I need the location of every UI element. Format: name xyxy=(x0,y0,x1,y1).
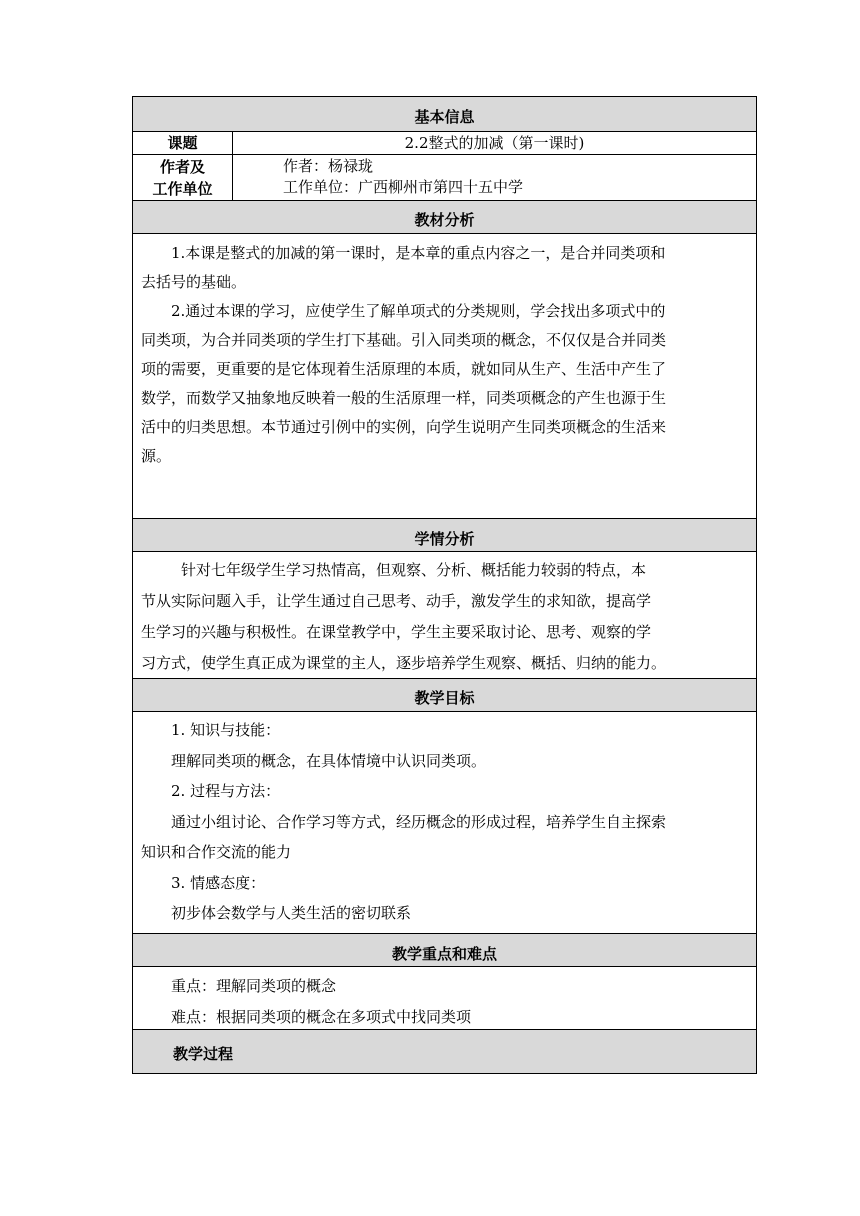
topic-row xyxy=(133,131,756,154)
author-unit: 工作单位：广西柳州市第四十五中学 xyxy=(283,178,524,196)
key-difficulty: 难点：根据同类项的概念在多项式中找同类项 xyxy=(171,1008,472,1026)
students-line2: 节从实际问题入手，让学生通过自己思考、动手，激发学生的求知欲，提高学 xyxy=(141,592,652,610)
goal2-title: 2. 过程与方法： xyxy=(171,782,281,800)
textbook-p2-line1: 2.通过本课的学习，应使学生了解单项式的分类规则，学会找出多项式中的 xyxy=(171,302,666,320)
section-title: 教学目标 xyxy=(414,689,475,707)
section-title: 教材分析 xyxy=(414,211,475,229)
textbook-analysis-body xyxy=(133,233,756,518)
section-title: 学情分析 xyxy=(414,530,475,548)
goal2-text-line1: 通过小组讨论、合作学习等方式，经历概念的形成过程，培养学生自主探索 xyxy=(171,812,667,831)
author-name: 作者：杨禄珑 xyxy=(283,157,374,175)
key-points-body xyxy=(133,966,756,1029)
section-header-basic-info xyxy=(133,97,756,131)
student-analysis-body xyxy=(133,551,756,678)
goal2-text-line2: 知识和合作交流的能力 xyxy=(141,843,292,861)
author-label-line2: 工作单位 xyxy=(152,180,213,198)
section-header-process xyxy=(133,1029,756,1073)
section-header-goals xyxy=(133,678,756,711)
section-title: 基本信息 xyxy=(414,108,475,126)
textbook-p2-line2: 同类项，为合并同类项的学生打下基础。引入同类项的概念，不仅仅是合并同类 xyxy=(141,331,667,349)
author-row xyxy=(133,154,756,200)
section-title: 教学过程 xyxy=(173,1045,234,1063)
goal3-text: 初步体会数学与人类生活的密切联系 xyxy=(171,904,412,922)
goal1-text: 理解同类项的概念，在具体情境中认识同类项。 xyxy=(171,751,487,770)
author-label-line1: 作者及 xyxy=(159,158,205,176)
students-line4: 习方式，使学生真正成为课堂的主人，逐步培养学生观察、概括、归纳的能力。 xyxy=(141,654,667,672)
section-title: 教学重点和难点 xyxy=(391,945,497,963)
author-value xyxy=(233,155,756,200)
textbook-p1-line1: 1.本课是整式的加减的第一课时，是本章的重点内容之一，是合并同类项和 xyxy=(171,244,666,262)
section-header-student-analysis xyxy=(133,518,756,551)
textbook-p1-line2: 去括号的基础。 xyxy=(141,273,247,291)
lesson-plan-table xyxy=(132,96,757,1074)
textbook-p2-line6: 源。 xyxy=(141,447,172,465)
author-label xyxy=(133,155,233,200)
goal1-title: 1. 知识与技能： xyxy=(171,721,281,739)
textbook-p2-line3: 项的需要，更重要的是它体现着生活原理的本质，就如同从生产、生活中产生了 xyxy=(141,360,667,378)
section-header-textbook-analysis xyxy=(133,200,756,233)
goals-body xyxy=(133,711,756,933)
students-line3: 生学习的兴趣与积极性。在课堂教学中，学生主要采取讨论、思考、观察的学 xyxy=(141,623,652,641)
goal3-title: 3. 情感态度： xyxy=(171,873,266,892)
topic-value: 2.2整式的加减（第一课时) xyxy=(404,134,585,152)
textbook-p2-line4: 数学，而数学又抽象地反映着一般的生活原理一样，同类项概念的产生也源于生 xyxy=(141,389,667,407)
section-header-key-points xyxy=(133,933,756,966)
textbook-p2-line5: 活中的归类思想。本节通过引例中的实例，向学生说明产生同类项概念的生活来 xyxy=(141,418,667,436)
students-line1: 针对七年级学生学习热情高，但观察、分析、概括能力较弱的特点，本 xyxy=(181,561,647,579)
key-focus: 重点：理解同类项的概念 xyxy=(171,977,337,995)
topic-label: 课题 xyxy=(133,132,233,154)
